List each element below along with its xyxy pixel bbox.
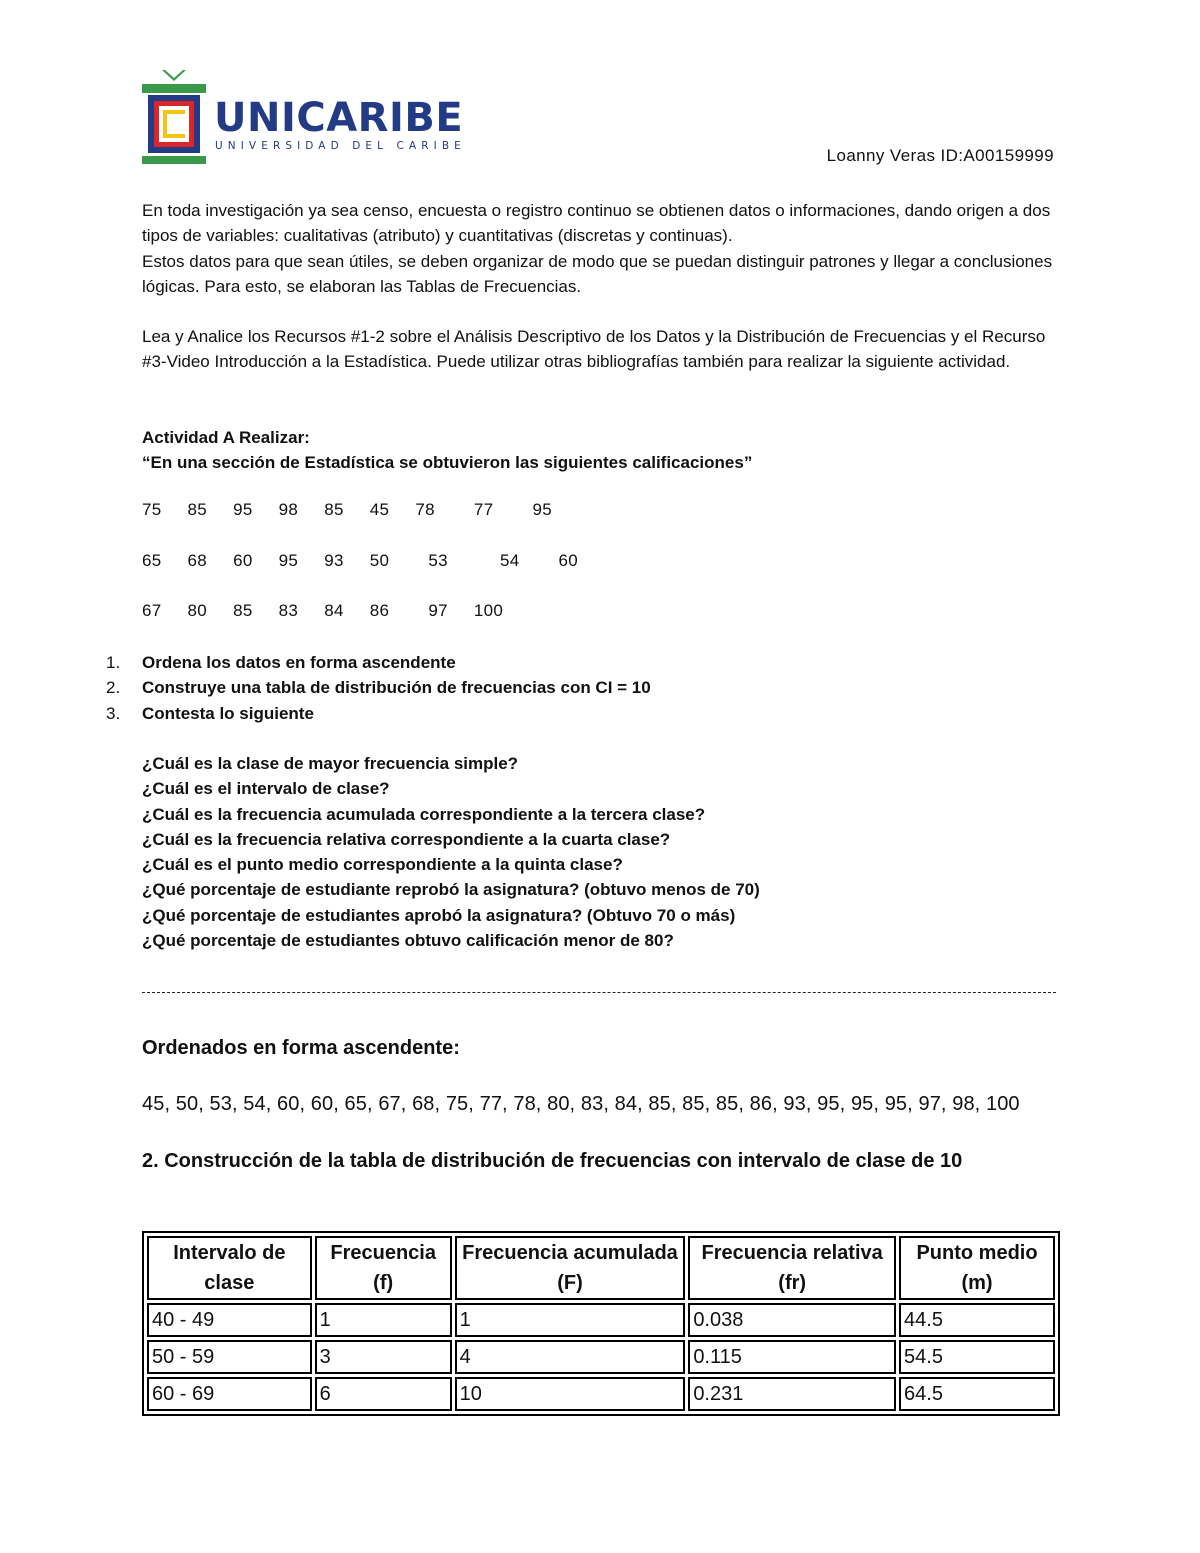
- scores-row-1: 75 85 95 98 85 45 78 77 95: [142, 500, 552, 519]
- table-cell: 3: [315, 1340, 452, 1374]
- list-number: 2.: [106, 678, 121, 698]
- table-header-row: [147, 1236, 1055, 1300]
- task-text: Ordena los datos en forma ascendente: [142, 653, 456, 672]
- table-heading: 2. Construcción de la tabla de distribución de frecuencias con intervalo de clase de 10: [142, 1150, 963, 1172]
- sorted-values: 45, 50, 53, 54, 60, 60, 65, 67, 68, 75, 77, 78, 80, 83, 84, 85, 85, 85, 86, 93, 95, 95, 95, 97, 98, 100: [142, 1093, 1020, 1115]
- logo-subtitle: UNIVERSIDAD DEL CARIBE: [215, 140, 466, 152]
- table-cell: 1: [315, 1303, 452, 1337]
- header-interval: Intervalo de clase: [147, 1236, 312, 1300]
- table-cell: 54.5: [899, 1340, 1055, 1374]
- question: ¿Cuál es el punto medio correspondiente a la quinta clase?: [142, 855, 623, 875]
- question: ¿Cuál es la frecuencia relativa correspondiente a la cuarta clase?: [142, 829, 671, 849]
- table-row: [147, 1303, 1055, 1337]
- task-text: Construye una tabla de distribución de frecuencias con CI = 10: [142, 678, 651, 698]
- scores-row-3: 67 80 85 83 84 86 97 100: [142, 601, 504, 620]
- resources-section: [142, 324, 1062, 375]
- table-cell: 4: [455, 1340, 686, 1374]
- logo-emblem-icon: [142, 70, 206, 164]
- activity-quote: “En una sección de Estadística se obtuvieron las siguientes calificaciones”: [142, 453, 753, 473]
- table-row: [147, 1377, 1055, 1411]
- table-cell: 44.5: [899, 1303, 1055, 1337]
- header-cumulative: Frecuencia acumulada (F): [455, 1236, 686, 1300]
- intro-paragraph-2: Estos datos para que sean útiles, se deben organizar de modo que se puedan distinguir patrones y llegar a conclusiones lógicas. Para esto, se elaboran las Tablas de Frecuencias.: [142, 251, 1053, 296]
- scores-row-2: 65 68 60 95 93 50 53 54 60: [142, 551, 579, 570]
- header-frequency: Frecuencia (f): [315, 1236, 452, 1300]
- activity-title: Actividad A Realizar:: [142, 428, 310, 447]
- intro-section: [142, 198, 1062, 299]
- table-cell: 0.038: [688, 1303, 896, 1337]
- activity-section: [142, 425, 1062, 476]
- question: ¿Cuál es la frecuencia acumulada correspondiente a la tercera clase?: [142, 804, 706, 824]
- table-cell: 60 - 69: [147, 1377, 312, 1411]
- question: ¿Qué porcentaje de estudiante reprobó la asignatura? (obtuvo menos de 70): [142, 880, 760, 900]
- task-list: [100, 650, 651, 726]
- student-id: Loanny Veras ID:A00159999: [826, 146, 1054, 165]
- table-cell: 0.115: [688, 1340, 896, 1374]
- list-number: 3.: [106, 703, 121, 723]
- question: ¿Qué porcentaje de estudiantes aprobó la asignatura? (Obtuvo 70 o más): [142, 905, 736, 925]
- sorted-heading: Ordenados en forma ascendente:: [142, 1037, 460, 1059]
- list-item: [100, 675, 651, 700]
- frequency-table: [142, 1231, 1060, 1416]
- table-cell: 6: [315, 1377, 452, 1411]
- table-row: [147, 1340, 1055, 1374]
- question: ¿Cuál es el intervalo de clase?: [142, 779, 390, 799]
- table-cell: 40 - 49: [147, 1303, 312, 1337]
- list-item: [100, 650, 651, 675]
- table-cell: 50 - 59: [147, 1340, 312, 1374]
- header-relative: Frecuencia relativa (fr): [688, 1236, 896, 1300]
- table-cell: 64.5: [899, 1377, 1055, 1411]
- unicaribe-logo: [142, 70, 466, 165]
- list-item: [100, 701, 651, 726]
- table-cell: 1: [455, 1303, 686, 1337]
- resources-paragraph: Lea y Analice los Recursos #1-2 sobre el Análisis Descriptivo de los Datos y la Distribución de Frecuencias y el Recurso #3-Video Introducción a la Estadística. Puede utilizar otras bibliografías también para realizar la siguiente actividad.: [142, 327, 1046, 372]
- question: ¿Qué porcentaje de estudiantes obtuvo calificación menor de 80?: [142, 931, 674, 951]
- question-list: [142, 751, 760, 953]
- question: ¿Cuál es la clase de mayor frecuencia simple?: [142, 754, 519, 773]
- table-cell: 10: [455, 1377, 686, 1411]
- logo-wordmark: UNICARIBE: [214, 95, 464, 141]
- intro-paragraph-1: En toda investigación ya sea censo, encuesta o registro continuo se obtienen datos o informaciones, dando origen a dos tipos de variables: cualitativas (atributo) y cuantitativas (discretas y continuas).: [142, 201, 1051, 246]
- section-divider: [142, 992, 1056, 993]
- list-number: 1.: [106, 653, 121, 672]
- header-midpoint: Punto medio (m): [899, 1236, 1055, 1300]
- table-cell: 0.231: [688, 1377, 896, 1411]
- task-text: Contesta lo siguiente: [142, 703, 314, 723]
